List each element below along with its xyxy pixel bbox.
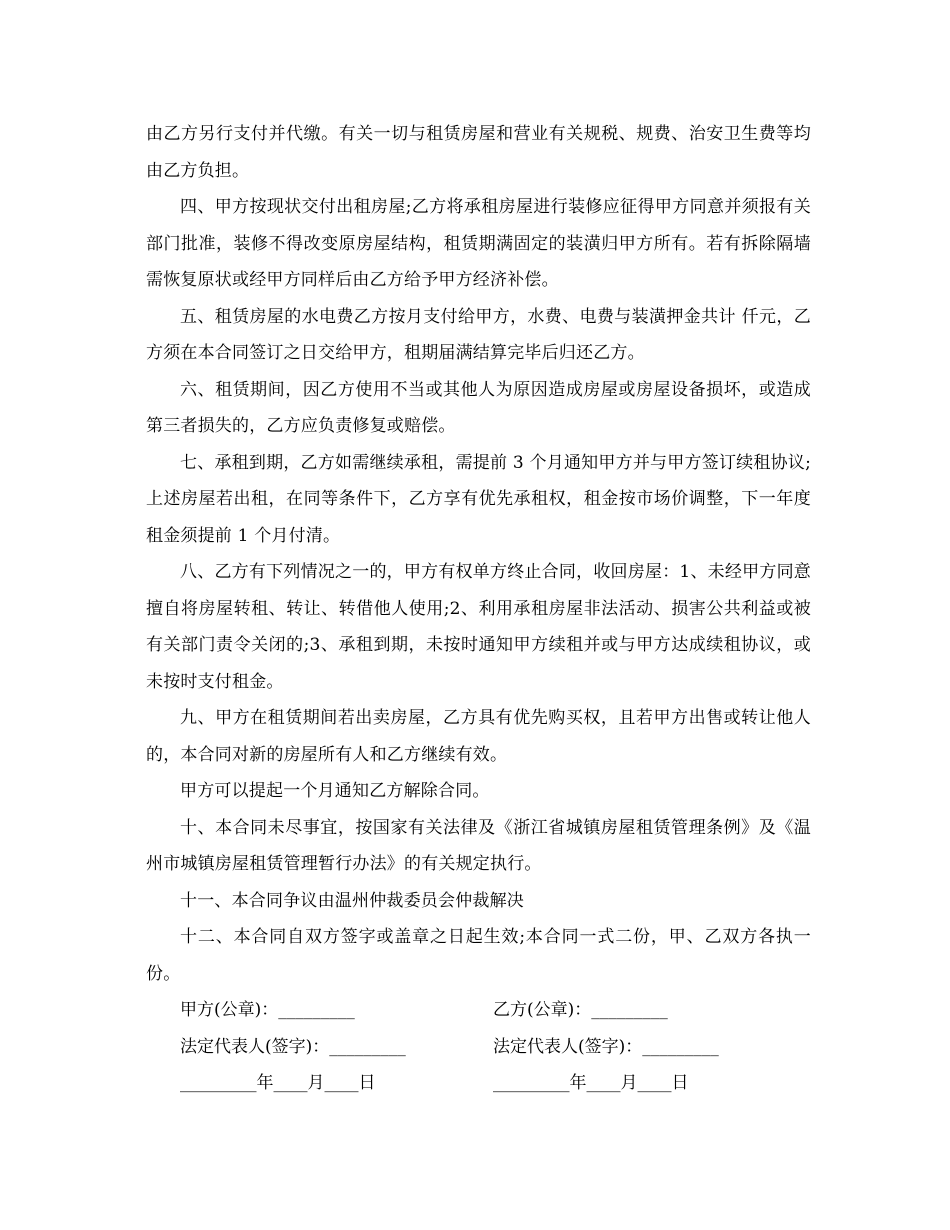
party-a-date-line: _________年____月____日: [180, 1073, 376, 1093]
paragraph-clause-8: 八、乙方有下列情况之一的，甲方有权单方终止合同，收回房屋：1、未经甲方同意擅自将房屋转租、转让、转借他人使用;2、利用承租房屋非法活动、损害公共利益或被有关部门责令关闭的;3、承租到期，未按时通知甲方续租并或与甲方达成续租协议，或未按时支付租金。: [146, 562, 811, 692]
contract-page: [146, 116, 811, 1102]
date-row: [146, 1065, 811, 1102]
paragraph-clause-5: 五、租赁房屋的水电费乙方按月支付给甲方，水费、电费与装潢押金共计 仟元，乙方须在本合同签订之日交给甲方，租期届满结算完毕后归还乙方。: [146, 306, 811, 363]
party-b-seal-line: 乙方(公章)：_________: [493, 1000, 668, 1020]
paragraph-clause-10: 十、本合同未尽事宜，按国家有关法律及《浙江省城镇房屋租赁管理条例》及《温州市城镇房屋租赁管理暂行办法》的有关规定执行。: [146, 817, 811, 874]
paragraph-termination-notice: 甲方可以提起一个月通知乙方解除合同。: [180, 781, 490, 801]
paragraph-clause-6: 六、租赁期间，因乙方使用不当或其他人为原因造成房屋或房屋设备损坏，或造成第三者损失的，乙方应负责修复或赔偿。: [146, 379, 811, 436]
representative-row: [146, 1029, 811, 1066]
party-a-seal-line: 甲方(公章)：_________: [180, 1000, 355, 1020]
paragraph-clause-12: 十二、本合同自双方签字或盖章之日起生效;本合同一式二份，甲、乙双方各执一份。: [146, 927, 811, 984]
paragraph-clause-7: 七、承租到期，乙方如需继续承租，需提前 3 个月通知甲方并与甲方签订续租协议;上述房屋若出租，在同等条件下，乙方享有优先承租权，租金按市场价调整，下一年度租金须提前 1 个月付清。: [146, 452, 811, 546]
paragraph-clause-11: 十一、本合同争议由温州仲裁委员会仲裁解决: [180, 890, 524, 911]
paragraph-clause-9: 九、甲方在租赁期间若出卖房屋，乙方具有优先购买权，且若甲方出售或转让他人的，本合同对新的房屋所有人和乙方继续有效。: [146, 708, 811, 765]
party-b-representative-line: 法定代表人(签字)：_________: [493, 1036, 719, 1057]
paragraph-clause-4: 四、甲方按现状交付出租房屋;乙方将承租房屋进行装修应征得甲方同意并须报有关部门批准，装修不得改变原房屋结构，租赁期满固定的装潢归甲方所有。若有拆除隔墙需恢复原状或经甲方同样后由乙方给予甲方经济补偿。: [146, 197, 811, 290]
seal-row: [146, 992, 811, 1029]
signature-block: [146, 992, 811, 1102]
party-a-representative-line: 法定代表人(签字)：_________: [180, 1036, 406, 1057]
paragraph-fee-burden: 由乙方另行支付并代缴。有关一切与租赁房屋和营业有关规税、规费、治安卫生费等均由乙方负担。: [146, 124, 811, 181]
party-b-date-line: _________年____月____日: [493, 1073, 689, 1093]
